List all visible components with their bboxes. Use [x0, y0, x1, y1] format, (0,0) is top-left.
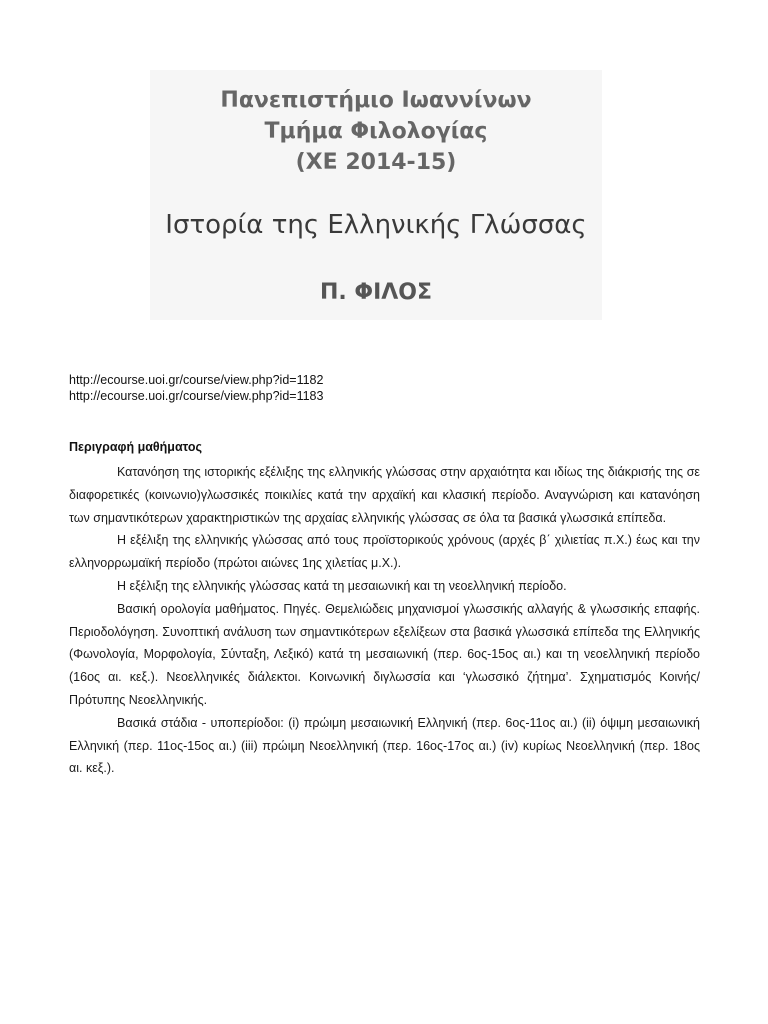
description-paragraph: Κατανόηση της ιστορικής εξέλιξης της ελληνικής γλώσσας στην αρχαιότητα και ιδίως της διάκρισής της σε διαφορετικές (κοινωνιο)γλωσσικές ποικιλίες κατά την αρχαϊκή και κλασική περίοδο. Αναγνώριση και κατανόηση των σημαντικότερων χαρακτηριστικών της αρχαίας ελληνικής γλώσσας σε όλα τα βασικά γλωσσικά επίπεδα.	[69, 465, 700, 525]
author-name: Π. ΦΙΛΟΣ	[319, 280, 433, 305]
description-paragraph: Η εξέλιξη της ελληνικής γλώσσας κατά τη μεσαιωνική και τη νεοελληνική περίοδο.	[117, 578, 567, 593]
description-paragraph: Η εξέλιξη της ελληνικής γλώσσας από τους προϊστορικούς χρόνους (αρχές β΄ χιλιετίας π.Χ.) έως και την ελληνορρωμαϊκή περίοδο (πρώτοι αιώνες 1ης χιλετίας μ.Χ.).	[69, 533, 700, 571]
title-banner-image	[150, 70, 602, 320]
course-links	[69, 372, 323, 404]
course-title: Ιστορία της Ελληνικής Γλώσσας	[165, 210, 587, 240]
academic-year: (ΧΕ 2014-15)	[295, 150, 457, 175]
university-name: Πανεπιστήμιο Ιωαννίνων	[220, 88, 532, 113]
course-link-1182[interactable]: http://ecourse.uoi.gr/course/view.php?id=1182	[69, 373, 324, 387]
course-link-1183[interactable]: http://ecourse.uoi.gr/course/view.php?id=1183	[69, 389, 324, 403]
description-paragraph: Βασικά στάδια - υποπερίοδοι: (i) πρώιμη μεσαιωνική Ελληνική (περ. 6ος-11ος αι.) (ii) όψιμη μεσαιωνική Ελληνική (περ. 11ος-15ος αι.) (iii) πρώιμη Νεοελληνική (περ. 16ος-17ος αι.) (iv) κυρίως Νεοελληνική (περ. 18ος αι. κεξ.).	[69, 715, 700, 776]
section-heading: Περιγραφή μαθήματος	[69, 440, 203, 454]
description-paragraph: Βασική ορολογία μαθήματος. Πηγές. Θεμελιώδεις μηχανισμοί γλωσσικής αλλαγής & γλωσσικής επαφής. Περιοδολόγηση. Συνοπτική ανάλυση των σημαντικότερων εξελίξεων στα βασικά γλωσσικά επίπεδα της Ελληνικής (Φωνολογία, Μορφολογία, Σύνταξη, Λεξικό) κατά τη μεσαιωνική (περ. 6ος-15ος αι.) και τη νεοελληνική περίοδο (16ος αι. κεξ.). Νεοελληνικές διάλεκτοι. Κοινωνική διγλωσσία και ‘γλωσσικό ζήτημα’. Σχηματισμός Κοινής/Πρότυπης Νεοελληνικής.	[69, 601, 700, 707]
department-name: Τμήμα Φιλολογίας	[264, 119, 488, 144]
course-description	[69, 461, 700, 780]
